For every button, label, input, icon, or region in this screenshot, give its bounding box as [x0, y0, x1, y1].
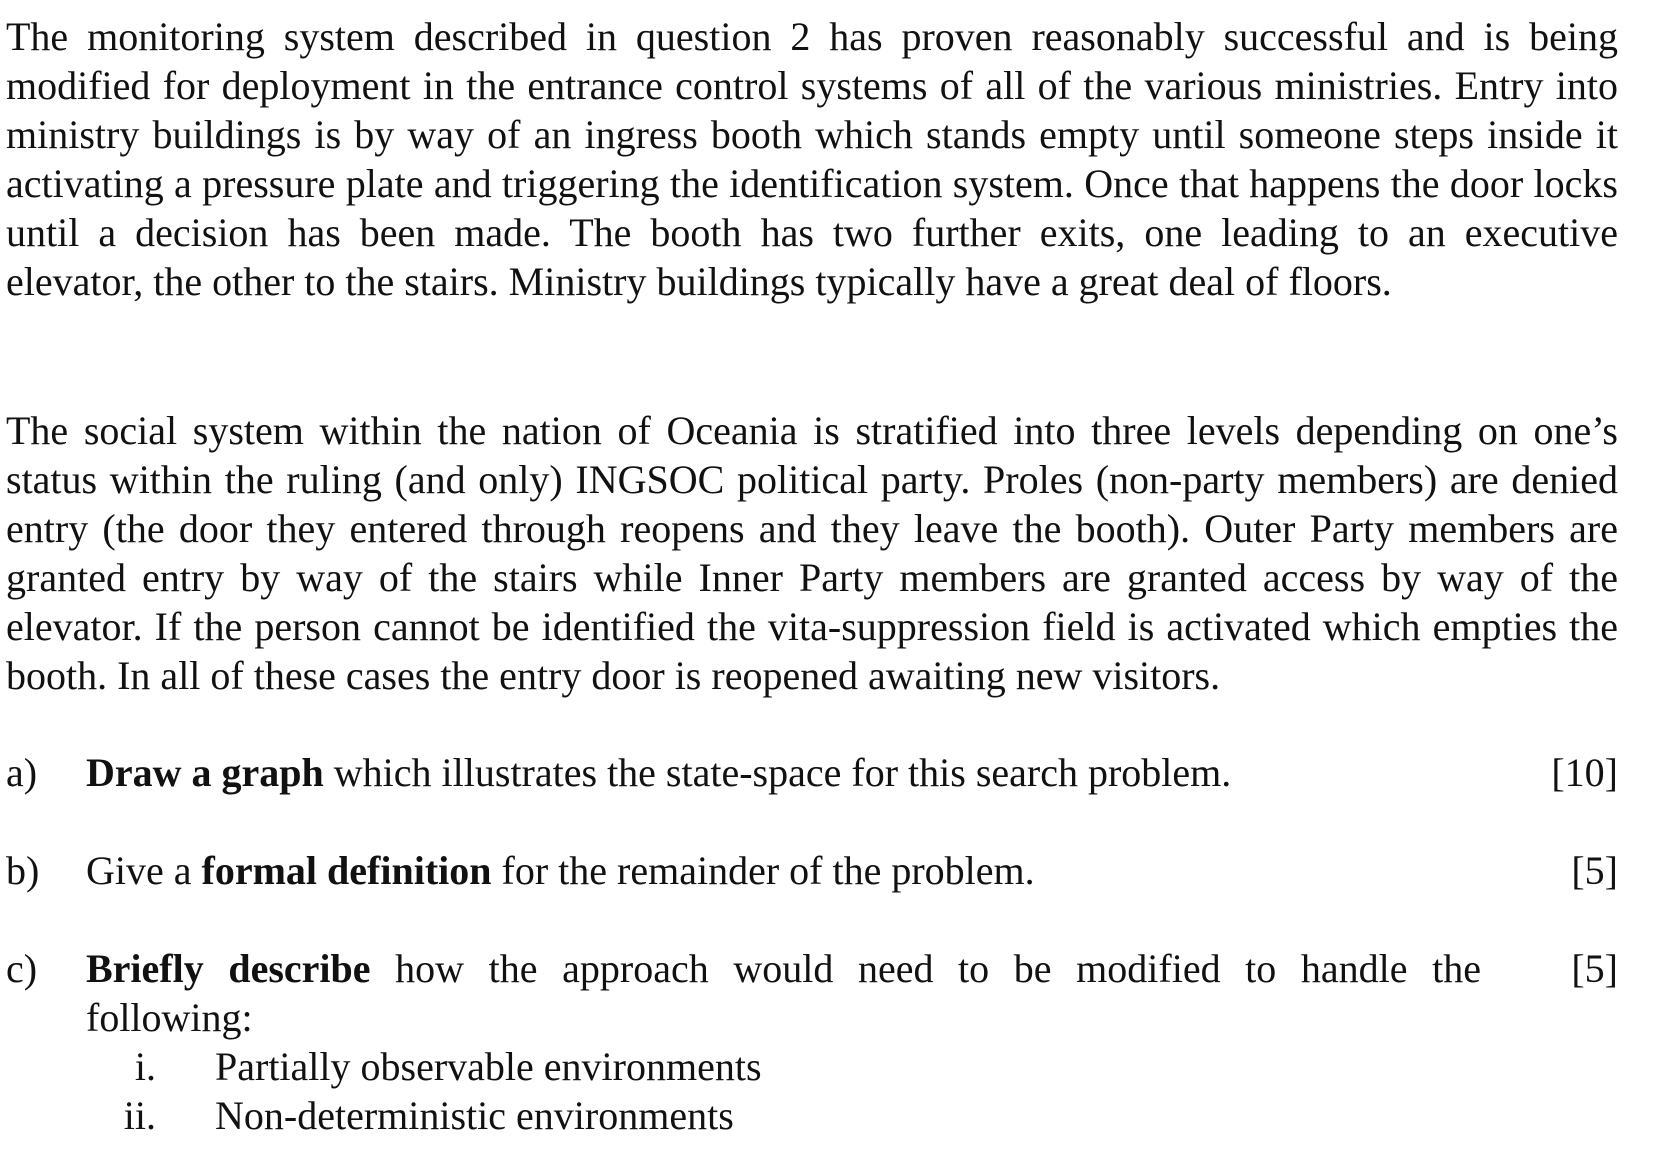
question-text — [86, 944, 1481, 1042]
scenario-paragraph-1: The monitoring system described in question 2 has proven reasonably successful and is being modified for deployment in the entrance control systems of all of the various ministries. Entry into ministry buildings is by way of an ingress booth which stands empty until someone steps inside it activating a pressure plate and triggering the identification system. Once that happens the door locks until a decision has been made. The booth has two further exits, one leading to an executive elevator, the other to the stairs. Ministry buildings typically have a great deal of floors. — [6, 14, 1618, 304]
question-bold-text: Briefly describe — [86, 946, 371, 991]
question-text — [86, 846, 1486, 895]
subitem-number: i. — [134, 1044, 156, 1089]
question-marks: [5] — [1571, 946, 1618, 991]
scenario-paragraph-2: The social system within the nation of Oceania is stratified into three levels depending on one’s status within the ruling (and only) INGSOC political party. Proles (non-party members) are denied entry (the door they entered through reopens and they leave the booth). Outer Party members are granted entry by way of the stairs while Inner Party members are granted access by way of the elevator. If the person cannot be identified the vita-suppression field is activated which empties the booth. In all of these cases the entry door is reopened awaiting new visitors. — [6, 408, 1618, 698]
subitem-text: Non-deterministic environments — [215, 1093, 734, 1138]
question-bold-text: formal definition — [201, 848, 492, 893]
question-post-text: for the remainder of the problem. — [491, 848, 1035, 893]
subitem-number: ii. — [123, 1093, 156, 1138]
question-post-text: which illustrates the state-space for this search problem. — [323, 750, 1232, 795]
question-bold-text: Draw a graph — [86, 750, 324, 795]
question-post-text: how the approach would need to be modified to handle the following: — [86, 946, 1482, 1040]
question-label: c) — [6, 946, 38, 991]
question-label: a) — [6, 750, 38, 795]
question-label: b) — [6, 848, 40, 893]
question-marks: [5] — [1571, 848, 1618, 893]
question-marks: [10] — [1551, 750, 1618, 795]
question-pre-text: Give a — [86, 848, 202, 893]
question-text — [86, 748, 1486, 797]
subitem-text: Partially observable environments — [215, 1044, 762, 1089]
